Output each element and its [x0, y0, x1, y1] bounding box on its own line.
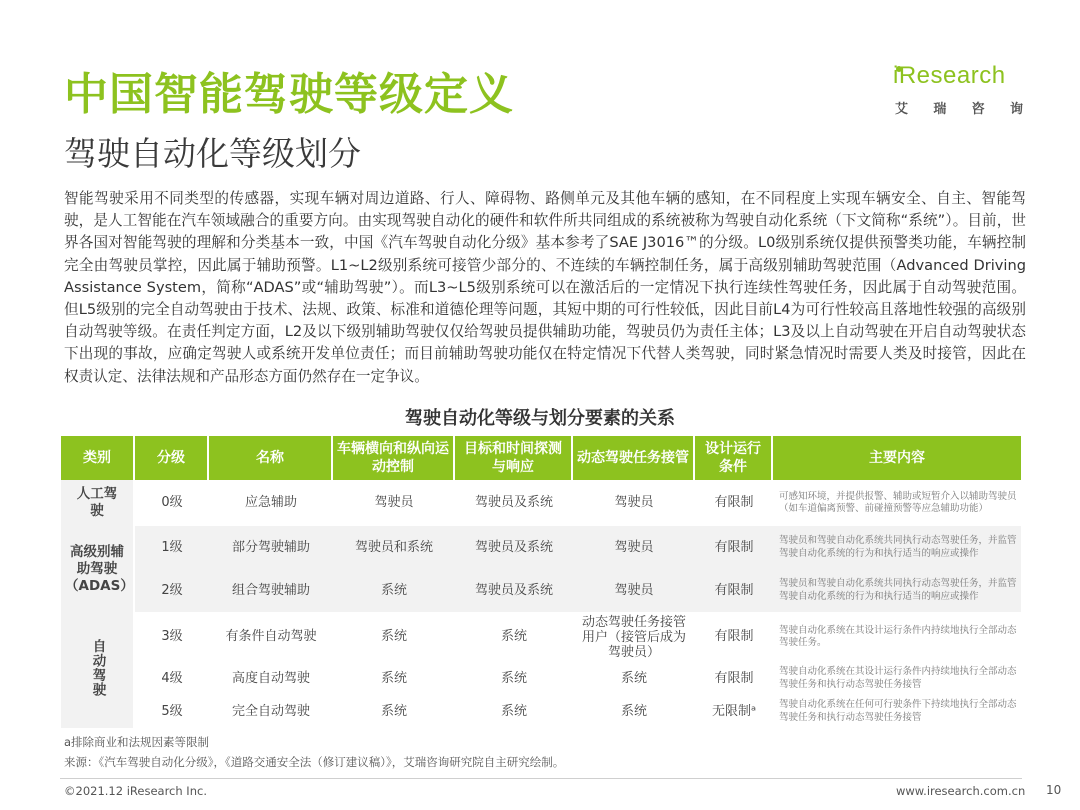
table-row [61, 569, 1021, 612]
header-content: 主要内容 [773, 436, 1021, 480]
cell-name: 部分驾驶辅助 [231, 539, 310, 555]
website-link[interactable]: www.iresearch.com.cn [896, 784, 1026, 798]
cell-name: 组合驾驶辅助 [231, 582, 310, 598]
cell-name: 应急辅助 [244, 495, 297, 510]
page-title: 中国智能驾驶等级定义 [64, 69, 514, 120]
table-row [61, 695, 1021, 728]
cell-control: 驾驶员 [374, 495, 414, 510]
table-row [61, 612, 1021, 662]
logo-sub-char: 艾 [895, 102, 909, 117]
page-subtitle: 驾驶自动化等级划分 [64, 134, 361, 173]
header-motion-control: 车辆横向和纵向运动控制 [333, 436, 455, 480]
header-category: 类别 [61, 436, 135, 480]
cell-level: 2级 [161, 582, 183, 598]
category-auto: 自动驾驶 [61, 612, 135, 728]
cell-takeover: 系统 [620, 703, 647, 719]
cell-odd: 有限制 [714, 629, 754, 644]
intro-paragraph: 智能驾驶采用不同类型的传感器，实现车辆对周边道路、行人、障碍物、路侧单元及其他车辆的感知，在不同程度上实现车辆安全、自主、智能驾驶，是人工智能在汽车领域融合的重要方向。由实现驾驶自动化的硬件和软件所共同组成的系统被称为驾驶自动化系统（下文简称“系统”）。目前，世界各国对智能驾驶的理解和分类基本一致，中国《汽车驾驶自动化分级》基本参考了SAE J3016™的分级。L0级别系统仅提供预警类功能，车辆控制完全由驾驶员掌控，因此属于辅助预警。L1~L2级别系统可接管少部分的、不连续的车辆控制任务，属于高级别辅助驾驶范围（Advanced Driving Assistance System，简称“ADAS”或“辅助驾驶”）。而L3~L5级别系统可以在激活后的一定情况下执行连续性驾驶任务，因此属于自动驾驶范围。但L5级别的完全自动驾驶由于技术、法规、政策、标准和道德伦理等问题，其短中期的可行性较低，因此目前L4为可行性较高且落地性较强的高级别自动驾驶等级。在责任判定方面，L2及以下级别辅助驾驶仅仅给驾驶员提供辅助功能，驾驶员仍为责任主体；L3及以上自动驾驶在开启自动驾驶状态下出现的事故，应确定驾驶人或系统开发单位责任；而目前辅助驾驶功能仅在特定情况下代替人类驾驶，同时紧急情况时需要人类及时接管，因此在权责认定、法律法规和产品形态方面仍然存在一定争议。 [64, 190, 1026, 385]
cell-desc: 驾驶自动化系统在其设计运行条件内持续地执行全部动态驾驶任务和执行动态驾驶任务接管 [779, 666, 1017, 690]
levels-table [61, 436, 1021, 728]
table-row [61, 662, 1021, 695]
cell-name: 有条件自动驾驶 [225, 629, 317, 644]
cell-odd: 有限制 [714, 582, 754, 598]
logo-sub-char: 瑞 [933, 102, 947, 117]
cell-detect: 驾驶员及系统 [474, 539, 553, 555]
table-header-row [61, 436, 1021, 480]
category-manual: 人工驾驶 [61, 480, 135, 526]
source-note: 来源：《汽车驾驶自动化分级》，《道路交通安全法（修订建议稿）》，艾瑞咨询研究院自主研究绘制。 [64, 755, 565, 769]
cell-detect: 系统 [500, 703, 527, 719]
cell-level: 1级 [161, 539, 183, 555]
cell-odd: 有限制 [714, 670, 754, 686]
cell-level: 3级 [161, 629, 183, 644]
cell-control: 系统 [380, 629, 407, 644]
header-level: 分级 [135, 436, 209, 480]
header-name: 名称 [209, 436, 333, 480]
cell-name: 高度自动驾驶 [231, 670, 310, 686]
cell-level: 5级 [161, 703, 183, 719]
cell-detect: 系统 [500, 670, 527, 686]
cell-takeover: 驾驶员 [614, 495, 654, 510]
logo-sub-char: 咨 [971, 102, 985, 117]
table-row [61, 526, 1021, 569]
cell-odd: 有限制 [714, 539, 754, 555]
page-number: 10 [1046, 783, 1062, 797]
cell-desc: 可感知环境，并提供报警、辅助或短暂介入以辅助驾驶员（如车道偏离预警、前碰撞预警等应急辅助功能） [779, 490, 1017, 514]
header-takeover: 动态驾驶任务接管 [573, 436, 695, 480]
cell-detect: 驾驶员及系统 [474, 582, 553, 598]
header-detection: 目标和时间探测与响应 [455, 436, 573, 480]
cell-desc: 驾驶自动化系统在其设计运行条件内持续地执行全部动态驾驶任务。 [779, 624, 1017, 648]
cell-detect: 系统 [500, 629, 527, 644]
cell-level: 0级 [161, 495, 183, 510]
cell-desc: 驾驶自动化系统在任何可行驶条件下持续地执行全部动态驾驶任务和执行动态驾驶任务接管 [779, 699, 1017, 723]
cell-takeover: 驾驶员 [614, 582, 654, 598]
cell-control: 系统 [380, 670, 407, 686]
table-row [61, 480, 1021, 526]
iresearch-logo [893, 62, 1023, 122]
cell-takeover: 动态驾驶任务接管用户（接管后成为驾驶员） [581, 614, 686, 660]
cell-name: 完全自动驾驶 [231, 703, 310, 719]
cell-control: 系统 [380, 582, 407, 598]
cell-takeover: 系统 [620, 670, 647, 686]
logo-word: iResearch [893, 62, 1006, 89]
cell-odd: 有限制 [714, 495, 754, 510]
table-title: 驾驶自动化等级与划分要素的关系 [405, 408, 675, 429]
cell-desc: 驾驶员和驾驶自动化系统共同执行动态驾驶任务，并监管驾驶自动化系统的行为和执行适当的响应或操作 [779, 578, 1017, 602]
cell-detect: 驾驶员及系统 [474, 495, 553, 510]
cell-desc: 驾驶员和驾驶自动化系统共同执行动态驾驶任务，并监管驾驶自动化系统的行为和执行适当的响应或操作 [779, 535, 1017, 559]
header-odd: 设计运行条件 [695, 436, 773, 480]
table-footnote: a排除商业和法规因素等限制 [64, 735, 210, 749]
category-adas: 高级别辅助驾驶（ADAS） [61, 526, 135, 612]
cell-odd: 无限制ᵃ [711, 703, 757, 719]
cell-control: 驾驶员和系统 [354, 539, 433, 555]
footer-divider [60, 778, 1022, 779]
logo-sub-char: 询 [1009, 102, 1023, 117]
cell-takeover: 驾驶员 [614, 539, 654, 555]
cell-control: 系统 [380, 703, 407, 719]
logo-subtitle [895, 98, 1023, 117]
copyright: ©2021.12 iResearch Inc. [64, 784, 207, 798]
cell-level: 4级 [161, 670, 183, 686]
